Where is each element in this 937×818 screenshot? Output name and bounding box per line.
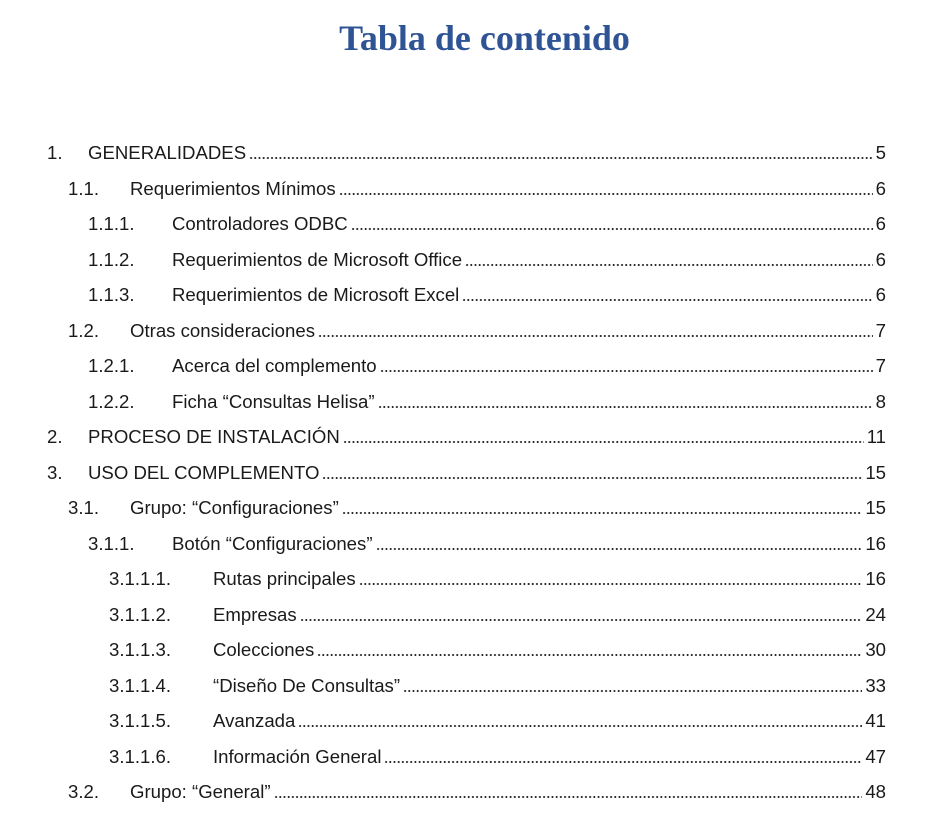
toc-entry-page: 47 [865,745,886,767]
toc-entry-number: 1.2. [68,319,100,341]
toc-entry-diseno-de-consultas[interactable] [109,668,886,704]
toc-dot-leader [300,606,863,624]
toc-entry-number: 3. [47,461,63,483]
toc-entry-boton-configuraciones[interactable] [88,526,886,562]
toc-entry-number: 3.1.1.5. [109,710,172,731]
toc-entry-number: 2. [47,426,63,447]
toc-entry-page: 7 [875,355,886,376]
toc-entry-number: 1. [47,142,63,163]
toc-entry-number: 3.2. [68,781,100,802]
toc-entry-label: Grupo: “Configuraciones” [130,497,339,518]
toc-entry-page: 41 [865,710,886,731]
toc-dot-leader [274,783,863,801]
toc-entry-label: Grupo: “General” [130,781,271,802]
toc-entry-uso-del-complemento[interactable] [47,455,886,491]
toc-entry-colecciones[interactable] [109,632,886,668]
toc-entry-page: 33 [865,674,886,696]
toc-dot-leader [343,428,864,446]
toc-dot-leader [462,286,872,304]
toc-entry-label: Requerimientos de Microsoft Office [172,248,463,270]
toc-dot-leader [378,393,873,411]
toc-entry-label: Requerimientos Mínimos [130,177,336,199]
toc-entry-page: 30 [865,639,886,660]
toc-dot-leader [298,712,862,730]
toc-entry-avanzada[interactable] [109,703,886,739]
toc-entry-requerimientos-excel[interactable] [88,277,886,313]
toc-entry-label: Rutas principales [213,568,356,589]
toc-entry-page: 6 [875,284,886,305]
toc-entry-label: Botón “Configuraciones” [172,532,373,554]
toc-entry-number: 1.1. [68,177,100,199]
toc-entry-acerca-del-complemento[interactable] [88,348,886,384]
toc-entry-number: 1.2.1. [88,355,135,376]
toc-entry-page: 16 [865,532,886,554]
toc-entry-label: Ficha “Consultas Helisa” [172,390,375,412]
toc-entry-page: 24 [865,603,886,625]
toc-entry-number: 3.1.1.6. [109,745,172,767]
toc-dot-leader [384,748,862,766]
toc-entry-number: 1.1.2. [88,248,135,270]
toc-dot-leader [403,677,862,695]
toc-entry-grupo-general[interactable] [68,774,886,810]
toc-entry-page: 8 [875,390,886,412]
toc-entry-controladores-odbc[interactable] [88,206,886,242]
toc-entry-label: Colecciones [213,639,315,660]
toc-entry-requerimientos-minimos[interactable] [68,171,886,207]
toc-entry-label: Controladores ODBC [172,213,348,234]
toc-dot-leader [318,322,873,340]
toc-entry-grupo-configuraciones[interactable] [68,490,886,526]
toc-entry-number: 1.1.3. [88,284,135,305]
toc-entry-page: 7 [875,319,886,341]
toc-entry-label: Otras consideraciones [130,319,315,341]
toc-entry-empresas[interactable] [109,597,886,633]
toc-entry-number: 1.2.2. [88,390,135,412]
toc-entry-page: 16 [865,568,886,589]
page-title: Tabla de contenido [339,18,630,58]
toc-entry-label: PROCESO DE INSTALACIÓN [88,426,340,447]
toc-dot-leader [465,251,873,269]
toc-dot-leader [249,144,873,162]
toc-entry-page: 5 [875,142,886,163]
toc-entry-otras-consideraciones[interactable] [68,313,886,349]
toc-entry-page: 11 [866,426,886,447]
toc-entry-label: “Diseño De Consultas” [213,674,401,696]
toc-dot-leader [317,641,862,659]
toc-entry-ficha-consultas-helisa[interactable] [88,384,886,420]
toc-entry-informacion-general[interactable] [109,739,886,775]
toc-entry-number: 3.1.1.1. [109,568,172,589]
toc-entry-number: 3.1.1.2. [109,603,172,625]
toc-entry-label: Requerimientos de Microsoft Excel [172,284,460,305]
toc-entry-number: 1.1.1. [88,213,135,234]
toc-dot-leader [339,180,873,198]
toc-entry-number: 3.1. [68,497,100,518]
toc-entry-label: Avanzada [213,710,296,731]
toc-dot-leader [351,215,873,233]
toc-entry-page: 6 [875,213,886,234]
toc-entry-page: 15 [865,461,886,483]
toc-entry-page: 48 [865,781,886,802]
toc-entry-number: 3.1.1.4. [109,674,172,696]
toc-entry-label: Información General [213,745,382,767]
toc-entry-generalidades[interactable] [47,135,886,171]
toc-dot-leader [342,499,863,517]
toc-dot-leader [376,535,863,553]
toc-entry-page: 6 [875,177,886,199]
toc-entry-number: 3.1.1. [88,532,135,554]
toc-entry-number: 3.1.1.3. [109,639,172,660]
toc-entry-requerimientos-office[interactable] [88,242,886,278]
toc-entry-rutas-principales[interactable] [109,561,886,597]
toc-entry-page: 15 [865,497,886,518]
toc-dot-leader [322,464,862,482]
toc-entry-proceso-de-instalacion[interactable] [47,419,886,455]
toc-dot-leader [359,570,863,588]
toc-entry-label: Empresas [213,603,297,625]
toc-entry-label: Acerca del complemento [172,355,377,376]
toc-entry-label: USO DEL COMPLEMENTO [88,461,320,483]
toc-entry-page: 6 [875,248,886,270]
toc-entry-label: GENERALIDADES [88,142,247,163]
toc-dot-leader [380,357,873,375]
